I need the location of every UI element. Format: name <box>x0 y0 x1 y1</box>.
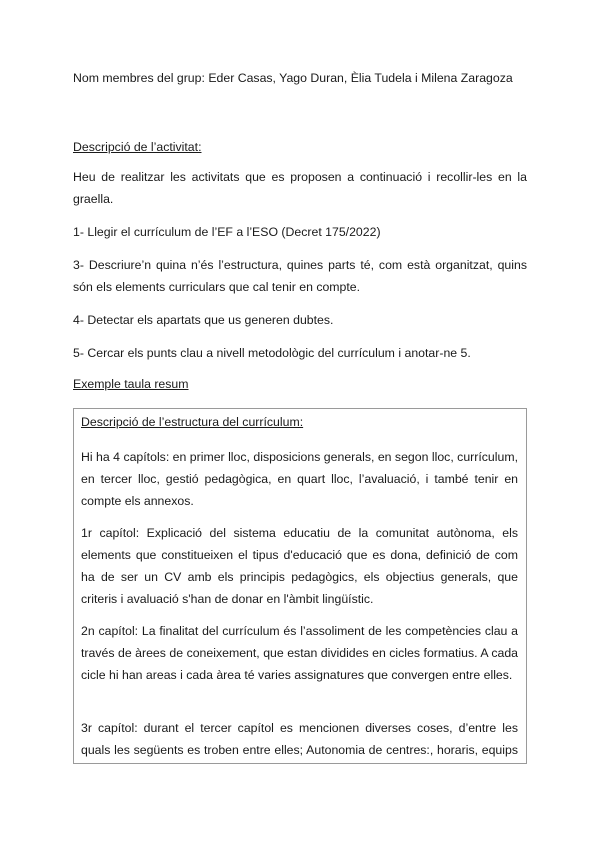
activity-heading: Descripció de l’activitat: <box>73 140 202 154</box>
step-5: 5- Cercar els punts clau a nivell metodològic del currículum i anotar-ne 5. <box>73 346 471 360</box>
step-4: 4- Detectar els apartats que us generen dubtes. <box>73 313 334 327</box>
step-1: 1- Llegir el currículum de l’EF a l’ESO (Decret 175/2022) <box>73 225 381 239</box>
structure-heading: Descripció de l’estructura del currículum: <box>81 415 304 429</box>
example-heading: Exemple taula resum <box>73 377 189 391</box>
activity-intro: Heu de realitzar les activitats que es proposen a continuació i recollir-les en la graella. <box>73 170 527 206</box>
chapter-2-description: 2n capítol: La finalitat del currículum és l’assoliment de les competències clau a través de àrees de coneixement, que estan dividides en cicles formatius. A cada cicle hi han areas i cada àrea té varies assignatures que convergen entre elles. <box>81 624 518 682</box>
step-3: 3- Descriure’n quina n’és l’estructura, quines parts té, com està organitzat, quins són els elements curriculars que cal tenir en compte. <box>73 258 527 294</box>
chapter-3-description: 3r capítol: durant el tercer capítol es mencionen diverses coses, d’entre les quals les següents es troben entre elles; Autonomia de centres:, horaris, equips <box>81 721 518 757</box>
chapters-overview: Hi ha 4 capítols: en primer lloc, disposicions generals, en segon lloc, currículum, en tercer lloc, gestió pedagògica, en quart lloc, l’avaluació, i també tenir en compte els annexos. <box>81 450 518 508</box>
chapter-1-description: 1r capítol: Explicació del sistema educatiu de la comunitat autònoma, els elements que constitueixen el tipus d'educació que es dona, definició de com ha de ser un CV amb els principis pedagògics, els objectius generals, que criteris i avaluació s'han de donar en l'àmbit lingüístic. <box>81 526 518 606</box>
group-members-line: Nom membres del grup: Eder Casas, Yago Duran, Èlia Tudela i Milena Zaragoza <box>73 71 513 85</box>
summary-table <box>73 408 527 764</box>
